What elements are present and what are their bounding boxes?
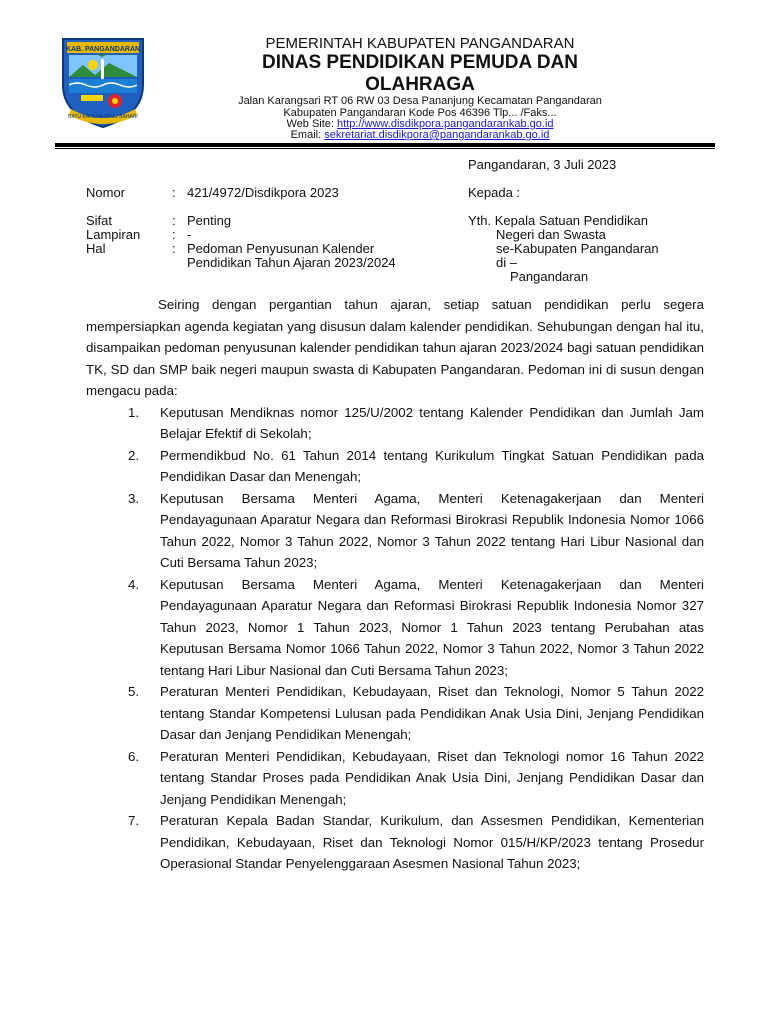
government-logo	[57, 35, 149, 130]
address-line-1: Jalan Karangsari RT 06 RW 03 Desa Pananjung Kecamatan Pangandaran	[238, 95, 602, 107]
list-item	[86, 488, 704, 574]
letterhead-office	[200, 52, 640, 96]
sifat-value: Penting	[187, 213, 232, 228]
kepada-label: Kepada :	[468, 185, 521, 200]
website-label: Web Site:	[286, 118, 334, 130]
lampiran-value: -	[187, 227, 192, 242]
letterhead-divider-thin	[55, 148, 715, 149]
sifat-label: Sifat	[86, 213, 113, 228]
list-item-number: 2.	[128, 447, 140, 463]
lampiran-label: Lampiran	[86, 227, 141, 242]
recipient-line-3: se-Kabupaten Pangandaran	[496, 241, 659, 256]
email-link[interactable]: sekretariat.disdikpora@pangandarankab.go.id	[324, 129, 550, 141]
nomor-colon: :	[172, 185, 176, 200]
email-label: Email:	[290, 129, 322, 141]
letterhead-office-line2: OLAHRAGA	[365, 74, 475, 95]
lampiran-colon: :	[172, 227, 176, 242]
recipient-line-4: di –	[496, 255, 517, 270]
recipient-line-1: Yth. Kepala Satuan Pendidikan	[468, 213, 648, 228]
letter-date: Pangandaran, 3 Juli 2023	[468, 157, 617, 172]
list-item	[86, 810, 704, 875]
list-item-text: Permendikbud No. 61 Tahun 2014 tentang Kurikulum Tingkat Satuan Pendidikan pada Pendidikan Dasar dan Menengah;	[160, 447, 704, 484]
sun-icon	[88, 60, 98, 70]
list-item-text: Peraturan Kepala Badan Standar, Kurikulum, dan Assesmen Pendidikan, Kementerian Pendidikan, Kebudayaan, Riset dan Teknologi Nomor 015/H/KP/2023 tentang Prosedur Operasional Standar Penyelenggaraan Asesmen Nasional Tahun 2023;	[160, 813, 704, 871]
nomor-value: 421/4972/Disdikpora 2023	[187, 185, 339, 200]
list-item	[86, 402, 704, 445]
logo-motto-text: BATU KARENA MAJU BAHARI	[68, 114, 138, 120]
letterhead-government: PEMERINTAH KABUPATEN PANGANDARAN	[265, 35, 575, 52]
list-item-text: Keputusan Mendiknas nomor 125/U/2002 tentang Kalender Pendidikan dan Jumlah Jam Belajar Efektif di Sekolah;	[160, 404, 704, 441]
hal-colon: :	[172, 241, 176, 256]
list-item	[86, 445, 704, 488]
address-line-2: Kabupaten Pangandaran Kode Pos 46396 Tlp... /Faks...	[283, 107, 557, 119]
list-item-number: 3.	[128, 490, 140, 506]
letterhead-office-line1: DINAS PENDIDIKAN PEMUDA DAN	[262, 52, 578, 73]
hal-value-line1: Pedoman Penyusunan Kalender	[187, 241, 375, 256]
list-item-text: Peraturan Menteri Pendidikan, Kebudayaan, Riset dan Teknologi, Nomor 5 Tahun 2022 tentang Standar Kompetensi Lulusan pada Pendidikan Anak Usia Dini, Jenjang Pendidikan Dasar dan Jenjang Pendidikan Menengah;	[160, 684, 704, 742]
list-item-number: 1.	[128, 404, 140, 420]
sifat-colon: :	[172, 213, 176, 228]
list-item	[86, 574, 704, 682]
hal-value-line2: Pendidikan Tahun Ajaran 2023/2024	[187, 255, 396, 270]
logo-top-text: KAB. PANGANDARAN	[65, 46, 141, 53]
list-item-number: 6.	[128, 748, 140, 764]
list-item	[86, 746, 704, 811]
list-item-text: Keputusan Bersama Menteri Agama, Menteri Ketenagakerjaan dan Menteri Pendayagunaan Aparatur Negara dan Reformasi Birokrasi Republik Indonesia Nomor 327 Tahun 2023, Nomor 1 Tahun 2023, Nomor 1 Tahun 2023 tentang Perubahan atas Keputusan Bersama Nomor 1066 Tahun 2022, Nomor 3 Tahun 2022, Nomor 3 Tahun 2022 tentang Hari Libur Nasional dan Cuti Bersama Tahun 2023;	[160, 576, 704, 678]
list-item-text: Keputusan Bersama Menteri Agama, Menteri Ketenagakerjaan dan Menteri Pendayagunaan Aparatur Negara dan Reformasi Birokrasi Republik Indonesia Nomor 1066 Tahun 2022, Nomor 3 Tahun 2022, Nomor 3 Tahun 2022 tentang Hari Libur Nasional dan Cuti Bersama Tahun 2023;	[160, 490, 704, 570]
recipient-line-5: Pangandaran	[510, 269, 589, 284]
list-item-number: 5.	[128, 684, 140, 699]
intro-paragraph: Seiring dengan pergantian tahun ajaran, setiap satuan pendidikan perlu segera mempersiapkan agenda kegiatan yang disusun dalam kalender pendidikan. Sehubungan dengan hal itu, disampaikan pedoman penyusunan kalender pendidikan tahun ajaran 2023/2024 bagi satuan pendidikan TK, SD dan SMP baik negeri maupun swasta di Kabupaten Pangandaran. Pedoman ini di susun dengan mengacu pada:	[86, 297, 704, 398]
hal-label: Hal	[86, 241, 106, 256]
nomor-label: Nomor	[86, 185, 126, 200]
website-link[interactable]: http://www.disdikpora.pangandarankab.go.id	[337, 118, 554, 130]
list-item-number: 4.	[128, 576, 140, 592]
recipient-line-2: Negeri dan Swasta	[496, 227, 606, 242]
list-item	[86, 681, 704, 746]
list-item-number: 7.	[128, 813, 140, 828]
reference-list	[86, 402, 704, 875]
letterhead-divider-thick	[55, 143, 715, 147]
letter-body	[86, 294, 704, 875]
email-line	[200, 129, 640, 141]
list-item-text: Peraturan Menteri Pendidikan, Kebudayaan, Riset dan Teknologi nomor 16 Tahun 2022 tentang Standar Proses pada Pendidikan Anak Usia Dini, Jenjang Pendidikan Dasar dan Jenjang Pendidikan Menengah;	[160, 748, 704, 807]
